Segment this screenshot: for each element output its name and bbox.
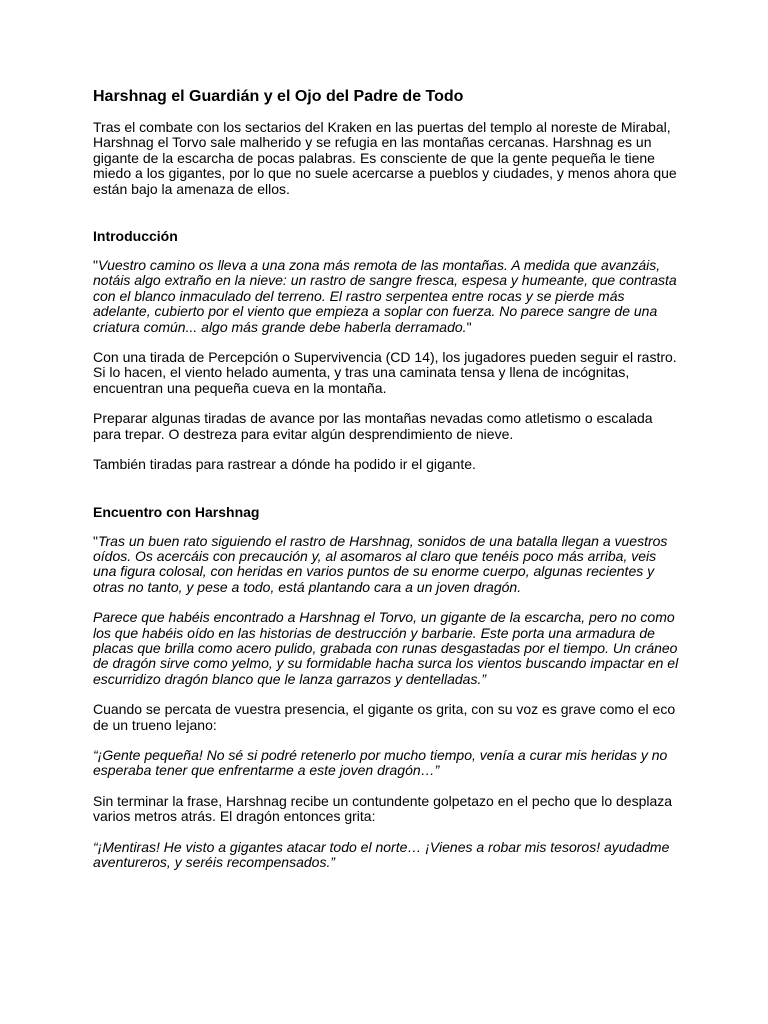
introduccion-paragraph-3: Preparar algunas tiradas de avance por las montañas nevadas como atletismo o escalada para trepar. O destreza para evitar algún desprendimiento de nieve. <box>93 410 653 442</box>
encuentro-quote-text: Tras un buen rato siguiendo el rastro de Harshnag, sonidos de una batalla llegan a vuestros oídos. Os acercáis con precaución y, al asomaros al claro que tenéis poco más arriba, veis una figura colosal, con heridas en varios puntos de su enorme cuerpo, algunas recientes y otras no tanto, y pese a todo, está plantando cara a un joven dragón. <box>93 532 668 595</box>
section-heading-encuentro: Encuentro con Harshnag <box>93 503 260 520</box>
quote-open-mark: " <box>93 257 98 274</box>
section-heading-introduccion: Introducción <box>93 228 178 245</box>
introduccion-paragraph-2: Con una tirada de Percepción o Supervivencia (CD 14), los jugadores pueden seguir el rastro. Si lo hacen, el viento helado aumenta, y tras una caminata tensa y llena de incógnitas, encuentran una pequeña cueva en la montaña. <box>93 349 677 396</box>
document-page <box>93 87 683 885</box>
encuentro-quote-paragraph <box>93 534 683 596</box>
encuentro-paragraph-5: Sin terminar la frase, Harshnag recibe un contundente golpetazo en el pecho que lo desplaza varios metros atrás. El dragón entonces grita: <box>93 792 673 825</box>
quote-open-mark: " <box>93 532 98 549</box>
introduccion-quote-paragraph <box>93 258 683 335</box>
intro-paragraph: Tras el combate con los sectarios del Kraken en las puertas del templo al noreste de Mirabal, Harshnag el Torvo sale malherido y se refugia en las montañas cercanas. Harshnag es un gigante de la escarcha de pocas palabras. Es consciente de que la gente pequeña le tiene miedo a los gigantes, por lo que no suele acercarse a pueblos y ciudades, y menos ahora que están bajo la amenaza de ellos. <box>93 119 677 197</box>
page-title: Harshnag el Guardián y el Ojo del Padre de Todo <box>93 88 464 105</box>
introduccion-quote-text: Vuestro camino os lleva a una zona más remota de las montañas. A medida que avanzáis, notáis algo extraño en la nieve: un rastro de sangre fresca, espesa y humeante, que contrasta con el blanco inmaculado del terreno. El rastro serpentea entre rocas y se pierde más adelante, cubierto por el viento que empieza a soplar con fuerza. No parece sangre de una criatura común... algo más grande debe haberla derramado. <box>93 257 677 335</box>
encuentro-paragraph-3: Cuando se percata de vuestra presencia, el gigante os grita, con su voz es grave como el eco de un trueno lejano: <box>93 701 676 733</box>
encuentro-paragraph-4: “¡Gente pequeña! No sé si podré retenerlo por mucho tiempo, venía a curar mis heridas y no esperaba tener que enfrentarme a este joven dragón…” <box>93 746 668 779</box>
quote-close-mark: " <box>466 318 472 335</box>
encuentro-paragraph-2: Parece que habéis encontrado a Harshnag el Torvo, un gigante de la escarcha, pero no como los que habéis oído en las historias de destrucción y barbarie. Este porta una armadura de placas que brilla como acero pulido, grabada con runas desgastadas por el tiempo. Un cráneo de dragón sirve como yelmo, y su formidable hacha surca los vientos buscando impactar en el escurridizo dragón blanco que le lanza garrazos y dentelladas.” <box>93 609 679 687</box>
encuentro-paragraph-6: “¡Mentiras! He visto a gigantes atacar todo el norte… ¡Vienes a robar mis tesoros! ayudadme aventureros, y seréis recompensados.” <box>93 838 670 870</box>
introduccion-paragraph-4: También tiradas para rastrear a dónde ha podido ir el gigante. <box>93 456 476 473</box>
